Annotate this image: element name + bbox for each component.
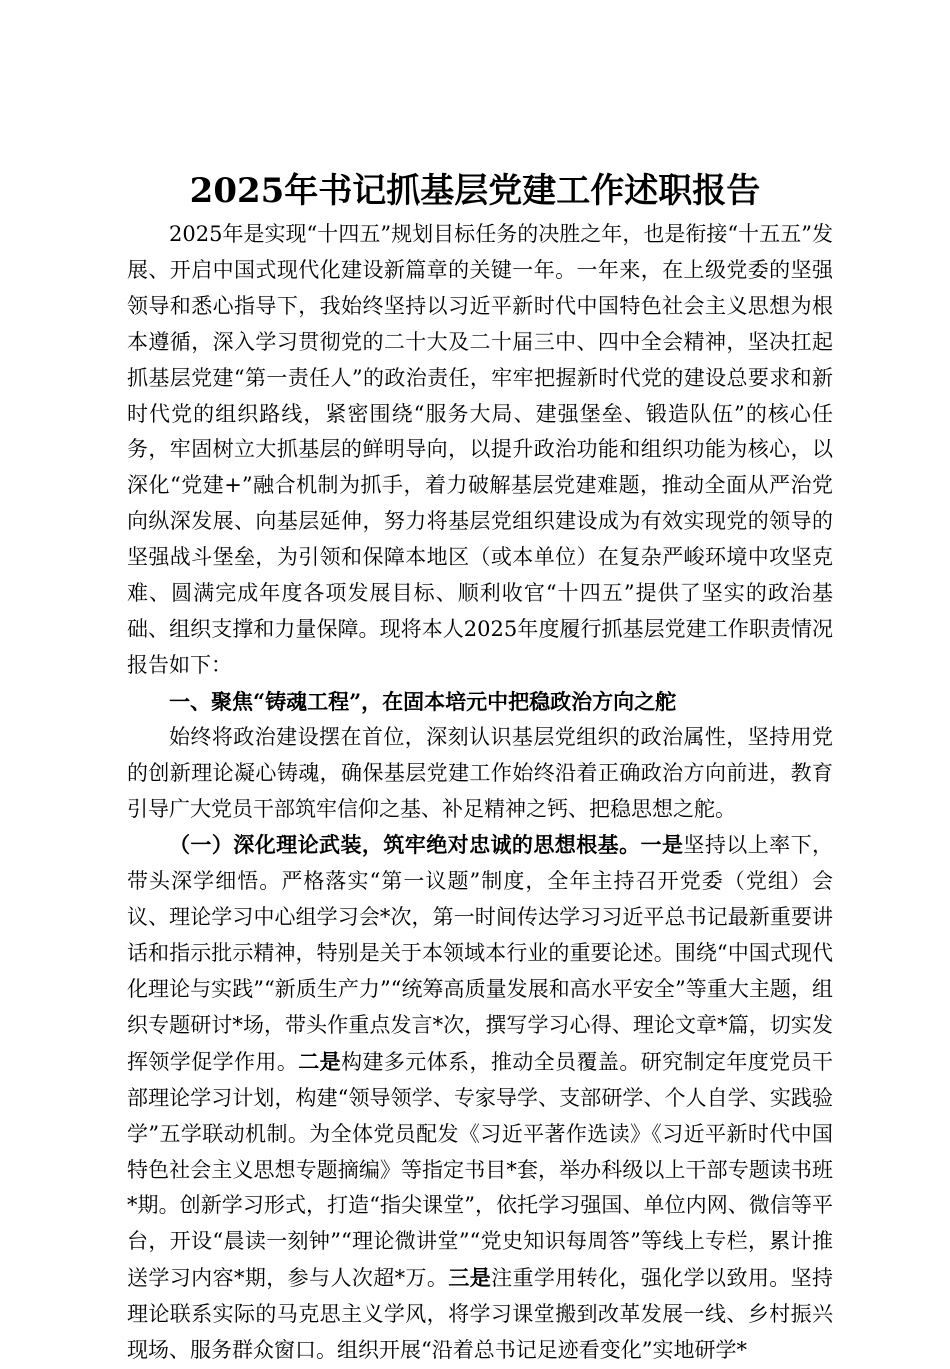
point-marker-3: 三是 <box>448 1265 492 1291</box>
document-title: 2025年书记抓基层党建工作述职报告 <box>189 171 761 211</box>
section-1-paragraph: 始终将政治建设摆在首位，深刻认识基层党组织的政治属性，坚持用党的创新理论凝心铸魂，确保基层党建工作始终沿着正确政治方向前进，教育引导广大党员干部筑牢信仰之基、补足精神之钙、把稳思想之舵。 <box>127 724 833 821</box>
point-text-3: 注重学用转化，强化学以致用。坚持理论联系实际的马克思主义学风，将学习课堂搬到改革发展一线、乡村振兴现场、服务群众窗口。组织开展“沿着总书记足迹看变化”实地研学* <box>127 1266 834 1363</box>
section-1-heading: 一、聚焦“铸魂工程”，在固本培元中把稳政治方向之舵 <box>169 688 677 714</box>
point-text-2: 构建多元体系，推动全员覆盖。研究制定年度党员干部理论学习计划，构建“领导领学、专家导学、支部研学、个人自学、实践验学”五学联动机制。为全体党员配发《习近平著作选读》《习近平新时代中国特色社会主义思想专题摘编》等指定书目*套，举办科级以上干部专题读书班*期。创新学习形式，打造“指尖课堂”，依托学习强国、单位内网、微信等平台，开设“晨读一刻钟”“理论微讲堂”“党史知识每周答”等线上专栏，累计推送学习内容*期，参与人次超*万。 <box>127 1049 833 1291</box>
subsection-1-paragraph <box>127 827 833 1369</box>
point-marker-1: 一是 <box>640 832 684 858</box>
subsection-1-heading: （一）深化理论武装，筑牢绝对忠诚的思想根基。 <box>169 832 641 858</box>
document-body <box>127 217 833 1369</box>
intro-paragraph: 2025年是实现“十四五”规划目标任务的决胜之年，也是衔接“十五五”发展、开启中国式现代化建设新篇章的关键一年。一年来，在上级党委的坚强领导和悉心指导下，我始终坚持以习近平新时代中国特色社会主义思想为根本遵循，深入学习贯彻党的二十大及二十届三中、四中全会精神，坚决扛起抓基层党建“第一责任人”的政治责任，牢牢把握新时代党的建设总要求和新时代党的组织路线，紧密围绕“服务大局、建强堡垒、锻造队伍”的核心任务，牢固树立大抓基层的鲜明导向，以提升政治功能和组织功能为核心，以深化“党建+”融合机制为抓手，着力破解基层党建难题，推动全面从严治党向纵深发展、向基层延伸，努力将基层党组织建设成为有效实现党的领导的坚强战斗堡垒，为引领和保障本地区（或本单位）在复杂严峻环境中攻坚克难、圆满完成年度各项发展目标、顺利收官“十四五”提供了坚实的政治基础、组织支撑和力量保障。现将本人2025年度履行抓基层党建工作职责情况报告如下： <box>127 222 833 677</box>
point-text-1: 坚持以上率下，带头深学细悟。严格落实“第一议题”制度，全年主持召开党委（党组）会议、理论学习中心组学习会*次，第一时间传达学习习近平总书记最新重要讲话和指示批示精神，特别是关于本领域本行业的重要论述。围绕“中国式现代化理论与实践”“新质生产力”“统筹高质量发展和高水平安全”等重大主题，组织专题研讨*场，带头作重点发言*次，撰写学习心得、理论文章*篇，切实发挥领学促学作用。 <box>127 833 834 1074</box>
point-marker-2: 二是 <box>298 1048 342 1074</box>
